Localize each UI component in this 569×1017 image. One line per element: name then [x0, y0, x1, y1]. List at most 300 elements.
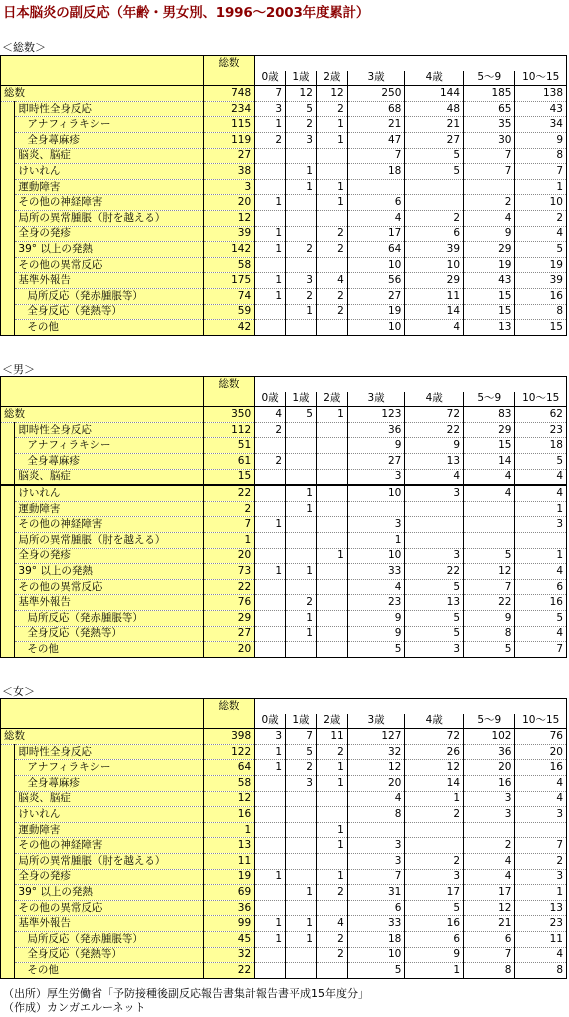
age-cell: 10 — [515, 195, 567, 211]
total-cell: 36 — [203, 900, 254, 916]
header-spacer — [255, 377, 567, 392]
age-cell: 3 — [286, 273, 317, 289]
age-cell: 7 — [255, 86, 286, 102]
age-cell: 1 — [286, 931, 317, 947]
row-label: その他 — [15, 320, 203, 336]
age-cell: 1 — [286, 885, 317, 901]
header-blank-cell — [1, 56, 204, 71]
age-cell: 1 — [286, 179, 317, 195]
age-cell: 5 — [515, 242, 567, 258]
age-cell: 5 — [405, 610, 464, 626]
indent-cell — [1, 132, 15, 148]
indent-cell — [1, 791, 15, 807]
header-age: 2歳 — [316, 392, 347, 407]
row-label: その他の異常反応 — [15, 257, 203, 273]
row-label: 全身蕁麻疹 — [15, 453, 203, 469]
row-label: 総数 — [1, 729, 204, 745]
age-cell — [316, 320, 347, 336]
row-label: 即時性全身反応 — [15, 101, 203, 117]
table-row — [1, 117, 567, 133]
age-cell: 6 — [347, 195, 405, 211]
table-row — [1, 485, 567, 501]
age-cell: 1 — [405, 963, 464, 979]
age-cell: 13 — [405, 453, 464, 469]
age-cell: 19 — [515, 257, 567, 273]
indent-cell — [1, 807, 15, 823]
age-cell: 5 — [405, 579, 464, 595]
age-cell: 102 — [464, 729, 515, 745]
age-cell — [405, 822, 464, 838]
age-cell: 9 — [347, 610, 405, 626]
total-cell: 29 — [203, 610, 254, 626]
age-cell: 10 — [347, 548, 405, 564]
age-cell: 10 — [347, 947, 405, 963]
table-row — [1, 164, 567, 180]
age-cell — [286, 148, 317, 164]
age-cell: 1 — [255, 517, 286, 533]
table-row — [1, 595, 567, 611]
indent-cell — [1, 195, 15, 211]
age-cell — [255, 320, 286, 336]
age-cell — [316, 595, 347, 611]
row-label: 全身の発疹 — [15, 226, 203, 242]
age-cell: 2 — [286, 595, 317, 611]
age-cell: 6 — [515, 579, 567, 595]
age-cell: 12 — [286, 86, 317, 102]
age-cell: 15 — [515, 320, 567, 336]
total-cell: 76 — [203, 595, 254, 611]
age-cell — [347, 179, 405, 195]
header-age: 4歳 — [405, 714, 464, 729]
row-label: 全身の発疹 — [15, 548, 203, 564]
row-label: 基準外報告 — [15, 273, 203, 289]
age-cell: 6 — [405, 931, 464, 947]
indent-cell — [1, 853, 15, 869]
indent-cell — [1, 469, 15, 485]
age-cell — [286, 642, 317, 658]
age-cell: 5 — [515, 610, 567, 626]
total-cell: 748 — [203, 86, 254, 102]
age-cell — [255, 947, 286, 963]
header-age: 5～9 — [464, 71, 515, 86]
indent-cell — [1, 101, 15, 117]
indent-cell — [1, 179, 15, 195]
indent-cell — [1, 595, 15, 611]
age-cell: 18 — [515, 438, 567, 454]
row-label: 局所反応（発赤腫脹等） — [15, 610, 203, 626]
header-row — [1, 71, 567, 86]
age-cell: 1 — [286, 164, 317, 180]
age-cell: 4 — [255, 407, 286, 423]
row-label: 基準外報告 — [15, 595, 203, 611]
age-cell: 4 — [515, 775, 567, 791]
age-cell: 6 — [464, 931, 515, 947]
header-age: 1歳 — [286, 71, 317, 86]
header-total: 総数 — [203, 699, 254, 714]
total-cell: 99 — [203, 916, 254, 932]
age-cell — [347, 501, 405, 517]
age-cell: 1 — [515, 501, 567, 517]
age-cell: 16 — [515, 760, 567, 776]
age-cell — [316, 257, 347, 273]
age-cell: 15 — [464, 288, 515, 304]
table-row — [1, 320, 567, 336]
table-row — [1, 517, 567, 533]
header-age: 10～15 — [515, 714, 567, 729]
total-cell: 45 — [203, 931, 254, 947]
indent-cell — [1, 963, 15, 979]
age-cell: 27 — [347, 453, 405, 469]
footer — [3, 987, 369, 1015]
age-cell: 2 — [316, 288, 347, 304]
age-cell: 2 — [405, 210, 464, 226]
row-label: アナフィラキシー — [15, 117, 203, 133]
indent-cell — [1, 900, 15, 916]
age-cell: 3 — [464, 791, 515, 807]
age-cell: 3 — [405, 869, 464, 885]
age-cell: 26 — [405, 744, 464, 760]
age-cell: 62 — [515, 407, 567, 423]
indent-cell — [1, 931, 15, 947]
age-cell: 5 — [464, 548, 515, 564]
age-cell — [286, 900, 317, 916]
row-label: 運動障害 — [15, 822, 203, 838]
age-cell: 20 — [464, 760, 515, 776]
age-cell: 33 — [347, 916, 405, 932]
age-cell — [316, 853, 347, 869]
total-cell: 12 — [203, 210, 254, 226]
row-label: 即時性全身反応 — [15, 744, 203, 760]
age-cell: 21 — [405, 117, 464, 133]
age-cell: 4 — [347, 210, 405, 226]
age-cell: 1 — [316, 838, 347, 854]
age-cell — [286, 869, 317, 885]
row-label: アナフィラキシー — [15, 438, 203, 454]
age-cell — [255, 900, 286, 916]
indent-cell — [1, 610, 15, 626]
age-cell: 16 — [464, 775, 515, 791]
age-cell: 3 — [405, 485, 464, 501]
age-cell: 2 — [464, 838, 515, 854]
section-label: ＜女＞ — [2, 685, 35, 698]
age-cell — [316, 501, 347, 517]
age-cell — [286, 791, 317, 807]
age-cell — [255, 548, 286, 564]
age-cell: 5 — [515, 453, 567, 469]
header-age: 1歳 — [286, 392, 317, 407]
age-cell: 2 — [316, 101, 347, 117]
age-cell: 7 — [464, 579, 515, 595]
header-age: 3歳 — [347, 714, 405, 729]
table-row — [1, 132, 567, 148]
total-cell: 64 — [203, 760, 254, 776]
age-cell — [405, 179, 464, 195]
footer-source: （出所）厚生労働省「予防接種後副反応報告書集計報告書平成15年度分」 — [3, 987, 369, 1000]
age-cell: 5 — [405, 900, 464, 916]
table-row — [1, 564, 567, 580]
indent-cell — [1, 288, 15, 304]
indent-cell — [1, 517, 15, 533]
age-cell: 4 — [515, 791, 567, 807]
header-age: 5～9 — [464, 392, 515, 407]
total-cell: 74 — [203, 288, 254, 304]
header-row — [1, 699, 567, 714]
age-cell: 29 — [464, 422, 515, 438]
age-cell — [286, 438, 317, 454]
row-label: 局所反応（発赤腫脹等） — [15, 288, 203, 304]
age-cell — [255, 438, 286, 454]
age-cell: 12 — [405, 760, 464, 776]
row-label: 全身蕁麻疹 — [15, 132, 203, 148]
age-cell: 83 — [464, 407, 515, 423]
table-row — [1, 469, 567, 485]
total-cell: 20 — [203, 642, 254, 658]
age-cell — [286, 947, 317, 963]
age-cell — [316, 438, 347, 454]
total-cell: 38 — [203, 164, 254, 180]
age-cell: 8 — [515, 148, 567, 164]
table-row — [1, 101, 567, 117]
total-cell: 7 — [203, 517, 254, 533]
age-cell — [255, 485, 286, 501]
age-cell — [255, 164, 286, 180]
age-cell — [255, 501, 286, 517]
age-cell: 1 — [316, 179, 347, 195]
age-cell: 1 — [286, 626, 317, 642]
age-cell: 32 — [347, 744, 405, 760]
indent-cell — [1, 304, 15, 320]
indent-cell — [1, 947, 15, 963]
age-cell: 5 — [286, 101, 317, 117]
age-cell: 5 — [405, 164, 464, 180]
total-cell: 234 — [203, 101, 254, 117]
section-label: ＜総数＞ — [2, 41, 46, 54]
age-cell: 1 — [316, 869, 347, 885]
row-label: けいれん — [15, 807, 203, 823]
age-cell: 18 — [347, 164, 405, 180]
age-cell: 13 — [515, 900, 567, 916]
row-label: その他の異常反応 — [15, 579, 203, 595]
age-cell: 4 — [464, 469, 515, 485]
age-cell — [464, 501, 515, 517]
table-row — [1, 822, 567, 838]
age-cell — [316, 900, 347, 916]
age-cell: 1 — [255, 760, 286, 776]
age-cell: 11 — [316, 729, 347, 745]
page-title: 日本脳炎の副反応（年齢・男女別、1996～2003年度累計） — [3, 5, 370, 21]
age-cell: 36 — [464, 744, 515, 760]
table-row — [1, 579, 567, 595]
age-cell: 2 — [286, 288, 317, 304]
row-label: 全身反応（発熱等） — [15, 304, 203, 320]
age-cell: 21 — [464, 916, 515, 932]
age-cell: 10 — [347, 257, 405, 273]
age-cell: 8 — [515, 963, 567, 979]
header-row — [1, 56, 567, 71]
age-cell: 8 — [464, 626, 515, 642]
table-row — [1, 195, 567, 211]
indent-cell — [1, 501, 15, 517]
age-cell — [464, 179, 515, 195]
table-row — [1, 422, 567, 438]
age-cell: 4 — [515, 626, 567, 642]
age-cell: 12 — [316, 86, 347, 102]
age-cell — [255, 775, 286, 791]
age-cell: 5 — [405, 626, 464, 642]
age-cell — [405, 517, 464, 533]
age-cell — [464, 822, 515, 838]
table-row — [1, 288, 567, 304]
age-cell: 27 — [405, 132, 464, 148]
age-cell: 9 — [515, 132, 567, 148]
age-cell — [255, 304, 286, 320]
age-cell: 1 — [255, 226, 286, 242]
indent-cell — [1, 485, 15, 501]
total-cell: 16 — [203, 807, 254, 823]
age-cell — [515, 532, 567, 548]
indent-cell — [1, 869, 15, 885]
table-row — [1, 775, 567, 791]
row-label: 局所の異常腫脹（肘を越える） — [15, 532, 203, 548]
age-cell: 2 — [316, 947, 347, 963]
header-blank-cell — [203, 392, 254, 407]
age-cell — [316, 453, 347, 469]
age-cell — [347, 822, 405, 838]
table-row — [1, 610, 567, 626]
age-cell: 6 — [405, 226, 464, 242]
age-cell — [316, 210, 347, 226]
total-cell: 11 — [203, 853, 254, 869]
age-cell — [464, 517, 515, 533]
table-row — [1, 242, 567, 258]
row-label: 局所の異常腫脹（肘を越える） — [15, 853, 203, 869]
table-row — [1, 869, 567, 885]
header-spacer — [255, 56, 567, 71]
age-cell: 5 — [286, 744, 317, 760]
age-cell: 4 — [405, 469, 464, 485]
age-cell: 36 — [347, 422, 405, 438]
indent-cell — [1, 642, 15, 658]
age-cell: 33 — [347, 564, 405, 580]
age-cell — [286, 257, 317, 273]
row-label: 運動障害 — [15, 179, 203, 195]
age-cell — [286, 226, 317, 242]
age-cell: 9 — [347, 626, 405, 642]
footer-author: （作成）カンガエルーネット — [3, 1001, 146, 1014]
age-cell: 10 — [347, 485, 405, 501]
age-cell: 5 — [464, 642, 515, 658]
age-cell: 15 — [464, 438, 515, 454]
age-cell: 3 — [405, 642, 464, 658]
age-cell — [316, 791, 347, 807]
age-cell: 43 — [464, 273, 515, 289]
age-cell — [316, 148, 347, 164]
age-cell: 7 — [286, 729, 317, 745]
total-cell: 73 — [203, 564, 254, 580]
age-cell: 39 — [515, 273, 567, 289]
age-cell: 1 — [255, 117, 286, 133]
age-cell: 4 — [405, 320, 464, 336]
age-cell — [316, 564, 347, 580]
header-total: 総数 — [203, 377, 254, 392]
total-cell: 22 — [203, 963, 254, 979]
age-cell — [286, 320, 317, 336]
age-cell — [405, 838, 464, 854]
age-cell: 4 — [316, 273, 347, 289]
indent-cell — [1, 210, 15, 226]
age-cell: 4 — [464, 210, 515, 226]
total-cell: 398 — [203, 729, 254, 745]
age-cell — [255, 963, 286, 979]
age-cell: 39 — [405, 242, 464, 258]
age-cell: 1 — [286, 564, 317, 580]
age-cell: 3 — [515, 869, 567, 885]
age-cell — [316, 610, 347, 626]
age-cell: 10 — [347, 320, 405, 336]
age-cell — [316, 422, 347, 438]
age-cell: 3 — [255, 101, 286, 117]
age-cell: 2 — [316, 304, 347, 320]
age-cell: 3 — [405, 548, 464, 564]
age-cell: 7 — [347, 148, 405, 164]
table-row — [1, 642, 567, 658]
row-label: 総数 — [1, 86, 204, 102]
header-age: 4歳 — [405, 392, 464, 407]
age-cell: 4 — [316, 916, 347, 932]
table-row — [1, 626, 567, 642]
age-cell: 4 — [464, 485, 515, 501]
age-cell: 8 — [464, 963, 515, 979]
table-row — [1, 501, 567, 517]
age-cell: 1 — [255, 931, 286, 947]
age-cell: 1 — [405, 791, 464, 807]
age-cell: 1 — [286, 304, 317, 320]
age-cell: 14 — [464, 453, 515, 469]
row-label: 全身蕁麻疹 — [15, 775, 203, 791]
row-label: その他 — [15, 963, 203, 979]
age-cell — [316, 963, 347, 979]
age-cell: 21 — [347, 117, 405, 133]
age-cell — [255, 822, 286, 838]
age-cell: 2 — [316, 226, 347, 242]
age-cell: 2 — [255, 132, 286, 148]
age-cell — [255, 791, 286, 807]
age-cell: 144 — [405, 86, 464, 102]
age-cell: 2 — [316, 744, 347, 760]
row-label: 39° 以上の発熱 — [15, 885, 203, 901]
age-cell: 17 — [405, 885, 464, 901]
age-cell: 22 — [405, 564, 464, 580]
header-age: 0歳 — [255, 714, 286, 729]
age-cell: 2 — [286, 117, 317, 133]
row-label: 局所反応（発赤腫脹等） — [15, 931, 203, 947]
header-age: 0歳 — [255, 392, 286, 407]
total-cell: 22 — [203, 579, 254, 595]
header-spacer — [255, 699, 567, 714]
row-label: 即時性全身反応 — [15, 422, 203, 438]
age-cell — [286, 517, 317, 533]
age-cell: 1 — [347, 532, 405, 548]
age-cell: 4 — [347, 579, 405, 595]
indent-cell — [1, 838, 15, 854]
indent-cell — [1, 320, 15, 336]
age-cell: 2 — [405, 853, 464, 869]
total-cell: 15 — [203, 469, 254, 485]
table-row — [1, 853, 567, 869]
age-cell — [255, 469, 286, 485]
age-cell — [255, 642, 286, 658]
age-cell: 34 — [515, 117, 567, 133]
